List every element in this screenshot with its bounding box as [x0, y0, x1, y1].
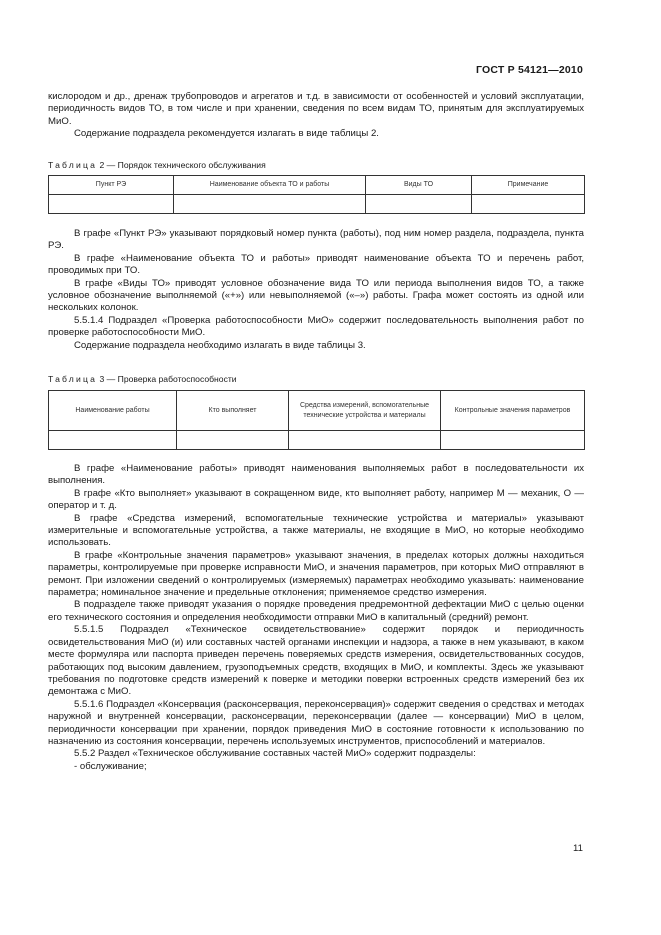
table2-header-cell: Пункт РЭ: [49, 176, 174, 195]
page-number: 11: [573, 843, 583, 854]
table3: [48, 390, 585, 450]
paragraph: кислородом и др., дренаж трубопроводов и агрегатов и т.д. в зависимости от особенностей и условий эксплуатации, периодичность видов ТО, в том числе и при хранении, сведения по всем видам ТО, принятым для эксплуатируемых МиО.: [48, 91, 584, 127]
paragraph: Содержание подраздела рекомендуется излагать в виде таблицы 2.: [74, 128, 379, 140]
paragraph: Содержание подраздела необходимо излагать в виде таблицы 3.: [74, 339, 366, 351]
table3-caption-title: 3 — Проверка работоспособности: [97, 374, 237, 384]
table3-cell: [289, 431, 441, 450]
paragraph: В графе «Контрольные значения параметров» указывают значения, в пределах которых должны находиться параметры, контролируемые при проверке исправности МиО, и значения параметров, при которых МиО отправляют в ремонт. При изложении сведений о контролируемых (измеряемых) параметрах необходимо указывать: наименование параметра; номинальное значение и предельные отклонения; применяемое средство измерения.: [48, 549, 584, 599]
table3-header-cell: Кто выполняет: [177, 391, 289, 431]
table2-header-cell: Примечание: [472, 176, 585, 195]
table2-header-cell: Наименование объекта ТО и работы: [174, 176, 366, 195]
paragraph: В графе «Средства измерений, вспомогательные технические устройства и материалы» указывают измерительные и вспомогательные устройства, а также материалы, не входящие в МиО, но которые необходимо использовать.: [48, 512, 584, 549]
table2-caption-title: 2 — Порядок технического обслуживания: [97, 160, 266, 170]
table2-cell: [366, 195, 472, 214]
table3-header-cell: Средства измерений, вспомогательные технические устройства и материалы: [289, 391, 441, 431]
table2-empty-row: [49, 195, 585, 214]
table3-caption-prefix: Таблица: [48, 374, 98, 384]
table3-header-row: [49, 391, 585, 431]
paragraph: В графе «Кто выполняет» указывают в сокращенном виде, кто выполняет работу, например М — механик, О — оператор и т. д.: [48, 487, 584, 512]
table3-empty-row: [49, 431, 585, 450]
table3-cell: [49, 431, 177, 450]
table3-header-cell: Контрольные значения параметров: [441, 391, 585, 431]
standard-number: ГОСТ Р 54121—2010: [475, 64, 583, 76]
table3-cell: [177, 431, 289, 450]
paragraph: 5.5.1.6 Подраздел «Консервация (расконсервация, переконсервация)» содержит сведения о средствах и методах наружной и внутренней консервации, расконсервации, переконсервации (далее — консервации) МиО в целом, периодичности консервации при хранении, порядок приведения МиО в состояние готовности к использованию по назначению из состояния консервации, перечень используемых инструментов, приспособлений и материалов.: [48, 698, 584, 747]
table2-caption: [48, 160, 266, 170]
list-item: - обслуживание;: [74, 760, 147, 772]
table3-cell: [441, 431, 585, 450]
paragraph: 5.5.1.4 Подраздел «Проверка работоспособности МиО» содержит последовательность выполнения работ по проверке работоспособности МиО.: [48, 314, 584, 339]
table2-caption-prefix: Таблица: [48, 160, 98, 170]
bottom-text-block: [48, 463, 584, 773]
paragraph: В графе «Наименование объекта ТО и работы» приводят наименование объекта ТО и перечень работ, проводимых при ТО.: [48, 252, 584, 277]
table2-cell: [174, 195, 366, 214]
table2-header-row: [49, 176, 585, 195]
paragraph: 5.5.2 Раздел «Техническое обслуживание составных частей МиО» содержит подразделы:: [74, 748, 476, 760]
paragraph: В графе «Пункт РЭ» указывают порядковый номер пункта (работы), под ним номер раздела, подраздела, пункта РЭ.: [48, 228, 584, 252]
paragraph: В графе «Наименование работы» приводят наименования выполняемых работ в последовательности их выполнения.: [48, 463, 584, 487]
table3-caption: [48, 374, 237, 384]
table2-cell: [49, 195, 174, 214]
table2-cell: [472, 195, 585, 214]
paragraph: В подразделе также приводят указания о порядке проведения предремонтной дефектации МиО с целью оценки его технического состояния и определения необходимости отправки МиО в капитальный (средний) ремонт.: [48, 599, 584, 623]
paragraph: В графе «Виды ТО» приводят условное обозначение вида ТО или периода выполнения видов ТО, а также условное обозначение выполняемой («+») или невыполняемой («–») работы. Графа может состоять из одной или нескольких колонок.: [48, 277, 584, 314]
top-text-block: [48, 91, 584, 141]
table2: [48, 175, 585, 214]
paragraph: 5.5.1.5 Подраздел «Техническое освидетельствование» содержит порядок и периодичность освидетельствования МиО (и) или составных частей органами инспекции и надзора, а также в нем указывают, в каком месте формуляра или паспорта приведен перечень поверяемых средств измерения, освидетельствованных сосудов, работающих под высоким давлением, грузоподъемных средств, входящих в МиО, и комплекты. Здесь же указывают требования по подготовке средств измерений к поверке и методики поверки встроенных средств измерений без их демонтажа с МиО.: [48, 624, 584, 698]
middle-text-block: [48, 228, 584, 352]
table3-header-cell: Наименование работы: [49, 391, 177, 431]
table2-header-cell: Виды ТО: [366, 176, 472, 195]
